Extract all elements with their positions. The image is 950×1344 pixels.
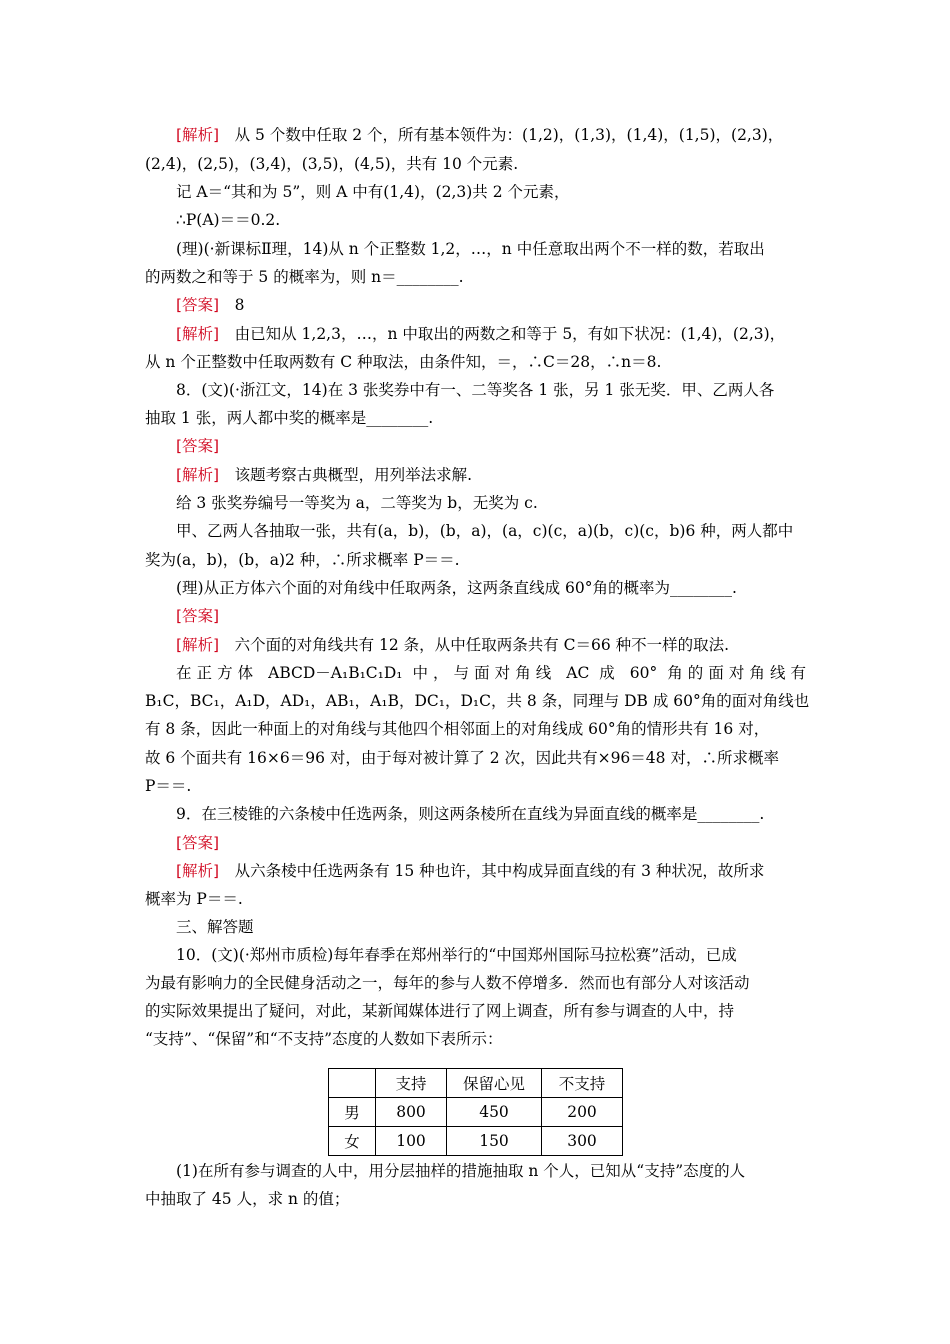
text-line — [176, 209, 806, 231]
line-text: ∴P(A)＝＝0.2. — [176, 211, 281, 229]
table-cell: 女 — [329, 1127, 376, 1156]
text-line — [145, 153, 805, 175]
line-text: P＝＝. — [145, 777, 192, 795]
text-line — [145, 775, 805, 797]
line-text: 奖为(a，b)，(b，a)2 种，∴所求概率 P＝＝. — [145, 551, 460, 569]
line-text: 9．在三棱锥的六条棱中任选两条，则这两条棱所在直线为异面直线的概率是________. — [176, 805, 765, 823]
text-line — [145, 888, 805, 910]
line-text: 故 6 个面共有 16×6＝96 对，由于每对被计算了 2 次，因此共有×96＝48 对，∴所求概率 — [145, 749, 779, 767]
line-text: (理)从正方体六个面的对角线中任取两条，这两条直线成 60°角的概率为________. — [176, 579, 737, 597]
section-tag: [答案] — [176, 437, 220, 455]
line-text: 8 — [219, 296, 245, 314]
line-text: 为最有影响力的全民健身活动之一，每年的参与人数不停增多．然而也有部分人对该活动 — [145, 974, 750, 992]
table-cell: 男 — [329, 1098, 376, 1127]
text-line — [176, 803, 806, 825]
section-tag: [解析] — [176, 636, 220, 654]
line-text: 的实际效果提出了疑问，对此，某新闻媒体进行了网上调查，所有参与调查的人中，持 — [145, 1002, 735, 1020]
section-tag: [答案] — [176, 296, 220, 314]
table-cell: 300 — [542, 1127, 623, 1156]
line-text: 8．(文)(·浙江文，14)在 3 张奖券中有一、二等奖各 1 张，另 1 张无奖．甲、乙两人各 — [176, 381, 775, 399]
line-text: (理)(·新课标Ⅱ理，14)从 n 个正整数 1,2，…，n 中任意取出两个不一样的数，若取出 — [176, 240, 765, 258]
line-text: 概率为 P＝＝. — [145, 890, 243, 908]
line-text: 从 n 个正整数中任取两数有 C 种取法，由条件知，＝，∴C＝28，∴n＝8. — [145, 353, 662, 371]
line-text: 的两数之和等于 5 的概率为，则 n＝________. — [145, 268, 464, 286]
line-text: 三、解答题 — [176, 918, 254, 936]
text-line — [176, 435, 806, 457]
table-row — [329, 1098, 623, 1127]
line-text: “支持”、“保留”和“不支持”态度的人数如下表所示： — [145, 1030, 503, 1048]
line-text: 该题考察古典概型，用列举法求解. — [219, 466, 473, 484]
text-line — [145, 407, 805, 429]
text-line — [176, 238, 806, 260]
table-cell: 200 — [542, 1098, 623, 1127]
text-line — [176, 379, 806, 401]
text-line — [176, 916, 806, 938]
table-header-row — [329, 1069, 623, 1098]
text-line — [176, 605, 806, 627]
table-header-cell: 支持 — [376, 1069, 447, 1098]
table-row — [329, 1127, 623, 1156]
text-line — [145, 1000, 805, 1022]
text-line — [145, 1028, 805, 1050]
text-line — [176, 520, 806, 542]
line-text: B₁C，BC₁，A₁D，AD₁，AB₁，A₁B，DC₁，D₁C，共 8 条，同理与 DB 成 60°角的面对角线也 — [145, 692, 810, 710]
table-header-cell: 保留心见 — [447, 1069, 542, 1098]
text-line — [176, 492, 806, 514]
text-line — [176, 1160, 806, 1182]
line-text: 在正方体 ABCD－A₁B₁C₁D₁ 中，与面对角线 AC 成 60° 角的面对角线有 — [176, 664, 806, 682]
section-tag: [解析] — [176, 466, 220, 484]
line-text: 六个面的对角线共有 12 条，从中任取两条共有 C＝66 种不一样的取法. — [219, 636, 730, 654]
line-text: 10．(文)(·郑州市质检)每年春季在郑州举行的“中国郑州国际马拉松赛”活动，已成 — [176, 946, 737, 964]
line-text: 记 A＝“其和为 5”，则 A 中有(1,4)，(2,3)共 2 个元素， — [176, 183, 570, 201]
line-text: 抽取 1 张，两人都中奖的概率是________. — [145, 409, 434, 427]
section-tag: [答案] — [176, 834, 220, 852]
text-line — [176, 662, 806, 684]
text-line — [176, 944, 806, 966]
text-line — [145, 266, 805, 288]
text-line — [145, 690, 810, 712]
table-header-cell — [329, 1069, 376, 1098]
text-line — [145, 747, 805, 769]
section-tag: [解析] — [176, 325, 220, 343]
text-line — [145, 549, 805, 571]
section-tag: [解析] — [176, 126, 220, 144]
text-line — [145, 718, 805, 740]
survey-table — [328, 1068, 623, 1156]
text-line — [145, 1188, 805, 1210]
text-line — [145, 972, 805, 994]
line-text: 由已知从 1,2,3，…，n 中取出的两数之和等于 5，有如下状况：(1,4)，(2,3)， — [219, 325, 786, 343]
text-line — [176, 464, 806, 486]
text-line — [176, 860, 806, 882]
text-line — [176, 832, 806, 854]
table-cell: 150 — [447, 1127, 542, 1156]
text-line — [176, 634, 806, 656]
text-line — [176, 294, 806, 316]
text-line — [145, 351, 805, 373]
text-line — [176, 181, 806, 203]
section-tag: [答案] — [176, 607, 220, 625]
text-line — [176, 577, 806, 599]
text-line — [176, 124, 806, 146]
line-text: 中抽取了 45 人，求 n 的值； — [145, 1190, 350, 1208]
line-text: 从 5 个数中任取 2 个，所有基本领件为：(1,2)，(1,3)，(1,4)，(1,5)，(2,3)， — [219, 126, 784, 144]
line-text: 有 8 条，因此一种面上的对角线与其他四个相邻面上的对角线成 60°角的情形共有 16 对， — [145, 720, 770, 738]
section-tag: [解析] — [176, 862, 220, 880]
line-text: 甲、乙两人各抽取一张，共有(a，b)，(b，a)，(a，c)(c，a)(b，c)(c，b)6 种，两人都中 — [176, 522, 794, 540]
line-text: 从六条棱中任选两条有 15 种也许，其中构成异面直线的有 3 种状况，故所求 — [219, 862, 765, 880]
line-text: (2,4)，(2,5)，(3,4)，(3,5)，(4,5)，共有 10 个元素. — [145, 155, 519, 173]
table-cell: 450 — [447, 1098, 542, 1127]
table-header-cell: 不支持 — [542, 1069, 623, 1098]
text-line — [176, 323, 806, 345]
line-text: 给 3 张奖券编号一等奖为 a，二等奖为 b，无奖为 c. — [176, 494, 538, 512]
table-cell: 100 — [376, 1127, 447, 1156]
line-text: (1)在所有参与调查的人中，用分层抽样的措施抽取 n 个人，已知从“支持”态度的人 — [176, 1162, 746, 1180]
table-cell: 800 — [376, 1098, 447, 1127]
